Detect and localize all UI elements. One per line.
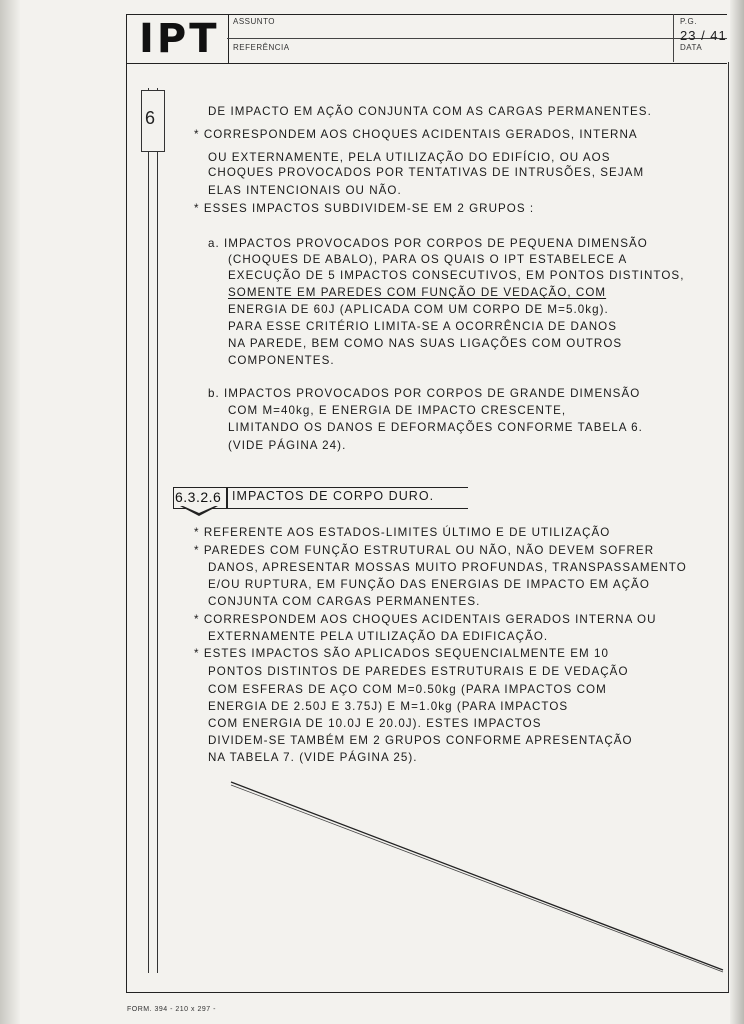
section-line: EXTERNAMENTE PELA UTILIZAÇÃO DA EDIFICAÇÃO. <box>208 630 549 643</box>
margin-marker: 6 <box>145 108 156 128</box>
form-code: FORM. 394 - 210 x 297 - <box>127 1006 216 1013</box>
item-b-line: LIMITANDO OS DANOS E DEFORMAÇÕES CONFORME TABELA 6. <box>228 421 643 434</box>
item-a-line: NA PAREDE, BEM COMO NAS SUAS LIGAÇÕES COM OUTROS <box>228 337 623 350</box>
data-label: DATA <box>680 43 703 52</box>
section-line: COM ESFERAS DE AÇO COM M=0.50kg (PARA IMPACTOS COM <box>208 683 607 696</box>
section-line: * CORRESPONDEM AOS CHOQUES ACIDENTAIS GERADOS INTERNA OU <box>194 613 657 626</box>
referencia-label: REFERÊNCIA <box>233 43 290 52</box>
body-line: * CORRESPONDEM AOS CHOQUES ACIDENTAIS GERADOS, INTERNA <box>194 128 638 141</box>
body-line: ELAS INTENCIONAIS OU NÃO. <box>208 184 402 197</box>
body-line: OU EXTERNAMENTE, PELA UTILIZAÇÃO DO EDIFÍCIO, OU AOS <box>208 151 611 164</box>
item-a-line: a. IMPACTOS PROVOCADOS POR CORPOS DE PEQUENA DIMENSÃO <box>208 237 648 250</box>
pg-label: P.G. <box>680 17 697 26</box>
section-line: * PAREDES COM FUNÇÃO ESTRUTURAL OU NÃO, NÃO DEVEM SOFRER <box>194 544 655 557</box>
section-line: PONTOS DISTINTOS DE PAREDES ESTRUTURAIS E DE VEDAÇÃO <box>208 665 629 678</box>
assunto-label: ASSUNTO <box>233 17 276 26</box>
item-b-line: COM M=40kg, E ENERGIA DE IMPACTO CRESCENTE, <box>228 404 567 417</box>
section-line: NA TABELA 7. (VIDE PÁGINA 25). <box>208 751 418 764</box>
item-a-line: COMPONENTES. <box>228 354 335 367</box>
body-line: CHOQUES PROVOCADOS POR TENTATIVAS DE INTRUSÕES, SEJAM <box>208 166 645 179</box>
page-number: 23 / 41 <box>680 28 727 43</box>
section-line: DANOS, APRESENTAR MOSSAS MUITO PROFUNDAS, TRANSPASSAMENTO <box>208 561 687 574</box>
section-title: IMPACTOS DE CORPO DURO. <box>232 489 435 503</box>
item-b-line: (VIDE PÁGINA 24). <box>228 439 347 452</box>
item-a-line: PARA ESSE CRITÉRIO LIMITA-SE A OCORRÊNCIA DE DANOS <box>228 320 618 333</box>
body-line: DE IMPACTO EM AÇÃO CONJUNTA COM AS CARGAS PERMANENTES. <box>208 105 652 118</box>
item-b-line: b. IMPACTOS PROVOCADOS POR CORPOS DE GRANDE DIMENSÃO <box>208 387 641 400</box>
body-line: * ESSES IMPACTOS SUBDIVIDEM-SE EM 2 GRUPOS : <box>194 202 535 215</box>
section-line: DIVIDEM-SE TAMBÉM EM 2 GRUPOS CONFORME APRESENTAÇÃO <box>208 734 633 747</box>
section-line: COM ENERGIA DE 10.0J E 20.0J). ESTES IMPACTOS <box>208 717 542 730</box>
item-a-line: EXECUÇÃO DE 5 IMPACTOS CONSECUTIVOS, EM PONTOS DISTINTOS, <box>228 269 685 282</box>
section-line: CONJUNTA COM CARGAS PERMANENTES. <box>208 595 481 608</box>
section-line: ENERGIA DE 2.50J E 3.75J) E M=1.0kg (PARA IMPACTOS <box>208 700 569 713</box>
ipt-logo: IPT <box>139 16 220 62</box>
item-a-line: (CHOQUES DE ABALO), PARA OS QUAIS O IPT ESTABELECE A <box>228 253 628 266</box>
section-line: * ESTES IMPACTOS SÃO APLICADOS SEQUENCIALMENTE EM 10 <box>194 647 609 660</box>
section-line: * REFERENTE AOS ESTADOS-LIMITES ÚLTIMO E DE UTILIZAÇÃO <box>194 526 611 539</box>
item-a-line: ENERGIA DE 60J (APLICADA COM UM CORPO DE M=5.0kg). <box>228 303 609 316</box>
section-line: E/OU RUPTURA, EM FUNÇÃO DAS ENERGIAS DE IMPACTO EM AÇÃO <box>208 578 650 591</box>
section-number: 6.3.2.6 <box>175 489 222 505</box>
item-a-line-underlined: SOMENTE EM PAREDES COM FUNÇÃO DE VEDAÇÃO, COM <box>228 286 607 299</box>
